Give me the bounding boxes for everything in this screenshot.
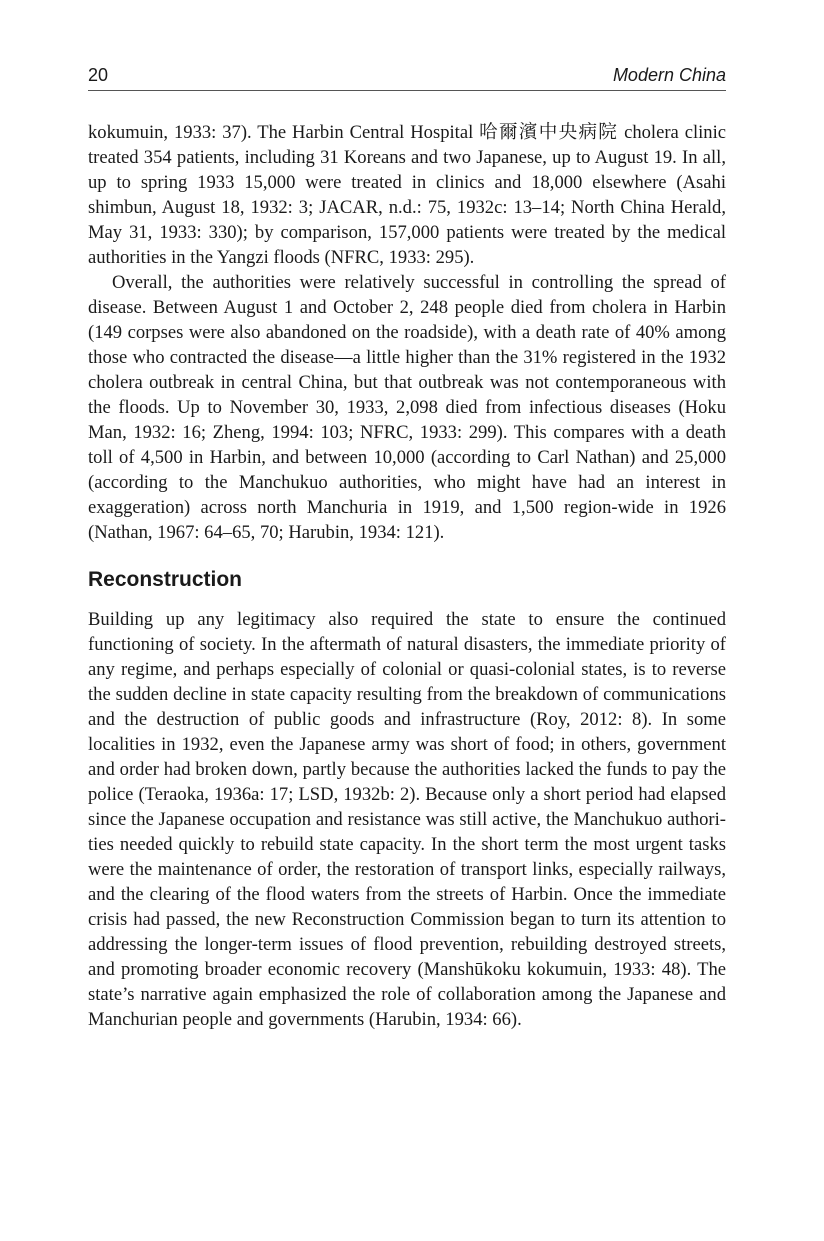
running-head bbox=[88, 62, 726, 91]
article-body bbox=[88, 120, 726, 1032]
paragraph-reconstruction: Building up any legitimacy also required the state to ensure the continued functioning of society. In the aftermath of natural disasters, the immediate priority of any regime, and perhaps especially of colonial or quasi-colonial states, is to reverse the sudden decline in state capacity resulting from the breakdown of communications and the destruction of public goods and infrastructure (Roy, 2012: 8). In some localities in 1932, even the Japanese army was short of food; in others, government and order had broken down, partly because the authorities lacked the funds to pay the police (Teraoka, 1936a: 17; LSD, 1932b: 2). Because only a short period had elapsed since the Japanese occupation and resistance was still active, the Manchukuo authorities needed quickly to rebuild state capacity. In the short term the most urgent tasks were the maintenance of order, the restoration of transport links, especially railways, and the clearing of the flood waters from the streets of Harbin. Once the immediate crisis had passed, the new Reconstruction Commission began to turn its attention to addressing the longer-term issues of flood prevention, rebuilding destroyed streets, and promoting broader economic recovery (Manshūkoku kokumuin, 1933: 48). The state’s narrative again emphasized the role of collaboration among the Japanese and Manchurian people and governments (Harubin, 1934: 66). bbox=[88, 609, 726, 1030]
page-number: 20 bbox=[88, 65, 109, 85]
section-heading: Reconstruction bbox=[88, 568, 243, 591]
paragraph-continued: kokumuin, 1933: 37). The Harbin Central Hospital 哈爾濱中央病院 cholera clinic treated 354 patients, including 31 Koreans and two Japanese, up to August 19. In all, up to spring 1933 15,000 were treated in clinics and 18,000 elsewhere (Asahi shimbun, August 18, 1932: 3; JACAR, n.d.: 75, 1932c: 13–14; North China Herald, May 31, 1933: 330); by comparison, 157,000 patients were treated by the medical authorities in the Yangzi floods (NFRC, 1933: 295). bbox=[88, 122, 726, 268]
paragraph-disease-control: Overall, the authorities were relatively successful in controlling the spread of disease. Between August 1 and October 2, 248 people died from cholera in Harbin (149 corpses were also abandoned on the roadside), with a death rate of 40% among those who contracted the disease—a little higher than the 31% registered in the 1932 cholera outbreak in central China, but that outbreak was not contemporaneous with the floods. Up to November 30, 1933, 2,098 died from infectious diseases (Hoku Man, 1932: 16; Zheng, 1994: 103; NFRC, 1933: 299). This compares with a death toll of 4,500 in Harbin, and between 10,000 (according to Carl Nathan) and 25,000 (according to the Manchukuo authorities, who might have had an interest in exaggeration) across north Manchuria in 1919, and 1,500 region-wide in 1926 (Nathan, 1967: 64–65, 70; Harubin, 1934: 121). bbox=[88, 272, 726, 543]
journal-title: Modern China bbox=[612, 65, 726, 85]
